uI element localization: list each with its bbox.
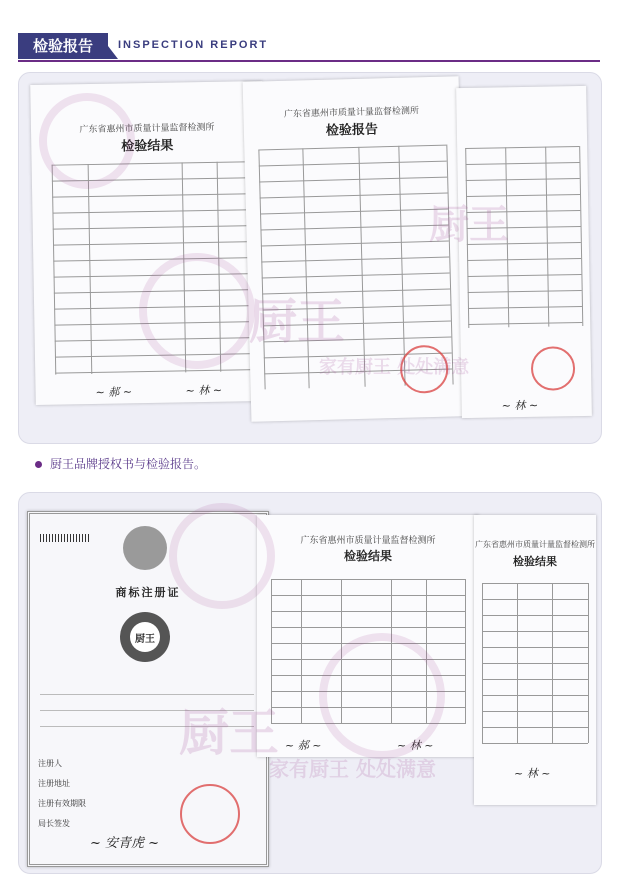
report-title: 检验结果 (121, 138, 174, 155)
report-table-columns (271, 579, 465, 724)
header-divider (18, 60, 600, 62)
brand-logo-icon (120, 612, 170, 662)
report-org: 广东省惠州市质量计量监督检测所 (79, 122, 215, 136)
signature: ~ 林 ~ (501, 398, 539, 413)
certificate-title: 商标注册证 (115, 586, 181, 599)
trademark-certificate (27, 511, 269, 867)
report-org: 广东省惠州市质量计量监督检测所 (300, 536, 436, 546)
signature: ~ 郝 ~ (95, 385, 133, 399)
report-table-columns (52, 161, 256, 374)
field-registrant: 注册人 (38, 759, 62, 768)
certificate-fields (38, 754, 86, 834)
report-org: 广东省惠州市质量计量监督检测所 (283, 106, 420, 120)
signature: ~ 林 ~ (514, 767, 551, 780)
inspection-report-2 (243, 76, 468, 422)
official-stamp (180, 784, 240, 844)
signature: ~ 郝 ~ (285, 739, 322, 752)
report-org: 广东省惠州市质量计量监督检测所 (475, 540, 595, 549)
caption (35, 455, 206, 472)
section-header (18, 33, 600, 63)
bullet-icon (35, 461, 42, 468)
inspection-report-4 (257, 515, 479, 757)
caption-text: 厨王品牌授权书与检验报告。 (50, 457, 207, 471)
report-table-columns (465, 146, 582, 328)
certificate-lines (40, 694, 254, 742)
tag-corner (108, 46, 118, 59)
section-english-title: INSPECTION REPORT (118, 39, 269, 51)
report-title: 检验结果 (513, 555, 557, 568)
watermark-slogan: 家有厨王 处处满意 (269, 757, 436, 781)
signature: ~ 林 ~ (397, 739, 434, 752)
report-table-columns (482, 583, 588, 743)
field-validity: 注册有效期限 (38, 799, 86, 808)
inspection-report-3 (456, 86, 592, 418)
official-stamp (400, 345, 449, 394)
inspection-report-1 (30, 81, 268, 405)
logo-text: 厨王 (135, 634, 155, 645)
barcode-icon (40, 534, 90, 542)
national-emblem-icon (123, 526, 167, 570)
reports-panel (18, 72, 602, 444)
field-address: 注册地址 (38, 779, 70, 788)
report-title: 检验报告 (325, 122, 379, 139)
report-title: 检验结果 (343, 549, 392, 563)
field-issuer: 局长签发 (38, 819, 70, 828)
section-tag: 检验报告 (18, 33, 108, 59)
signature: ~ 安青虎 ~ (90, 836, 160, 851)
certificate-panel (18, 492, 602, 874)
inspection-report-5 (474, 515, 596, 805)
official-stamp (531, 346, 576, 391)
signature: ~ 林 ~ (185, 383, 223, 398)
